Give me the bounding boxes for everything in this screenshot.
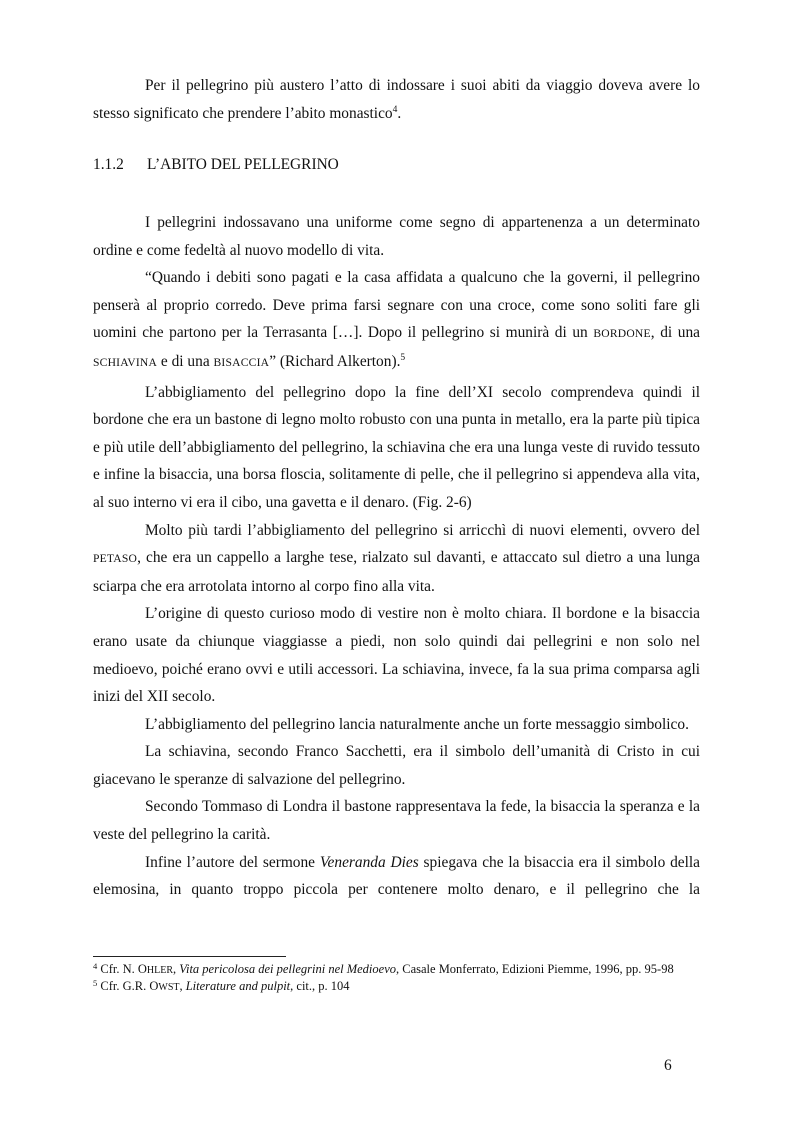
paragraph-5: L’origine di questo curioso modo di vestire non è molto chiara. Il bordone e la bisaccia erano usate da chiunque viaggiasse a piedi, non solo quindi dai pellegrini e non solo nel medioevo, poiché erano ovvi e utili accessori. La schiavina, invece, fa la sua prima comparsa agli inizi del XII secolo. (93, 605, 700, 706)
p4-text-a: Molto più tardi l’abbigliamento del pellegrino si arricchì di nuovi elementi, ovvero del (145, 521, 700, 539)
paragraph-7: La schiavina, secondo Franco Sacchetti, era il simbolo dell’umanità di Cristo in cui giacevano le speranze di salvazione del pellegrino. (93, 743, 700, 788)
footnote-number: 5 (93, 977, 98, 988)
paragraph-9 (93, 849, 700, 904)
footnote-5 (93, 979, 700, 996)
quote-text-b: , di una (650, 324, 700, 342)
section-heading (93, 156, 339, 174)
term-schiavina: SCHIAVINA (93, 355, 158, 369)
footnote-ref-5: 5 (400, 352, 406, 363)
footnote-text: , (173, 962, 180, 976)
section-number: 1.1.2 (93, 156, 124, 173)
footnote-text: , cit., p. 104 (290, 978, 350, 993)
footnote-author-sc: HLER (146, 965, 174, 976)
footnotes (93, 962, 700, 995)
footnote-text: Cfr. G.R. O (97, 978, 159, 993)
intro-paragraph (93, 72, 700, 130)
page-number: 6 (664, 1057, 672, 1074)
quote-text-d: ” (Richard Alkerton). (269, 352, 401, 370)
footnote-text: , (179, 978, 186, 993)
intro-text: Per il pellegrino più austero l’atto di indossare i suoi abiti da viaggio doveva avere lo stesso significato che prendere l’abito monastico (93, 77, 700, 122)
paragraph-1: I pellegrini indossavano una uniforme come segno di appartenenza a un determinato ordine e come fedeltà al nuovo modello di vita. (93, 214, 700, 259)
term-petaso: PETASO (93, 552, 138, 566)
paragraph-3: L’abbigliamento del pellegrino dopo la fine dell’XI secolo comprendeva quindi il bordone che era un bastone di legno molto robusto con una punta in metallo, era la parte più tipica e più utile dell’abbigliamento del pellegrino, la schiavina che era una lunga veste di ruvido tessuto e infine la bisaccia, una borsa floscia, solitamente di pelle, che il pellegrino si appendeva alla vita, al suo interno vi era il cibo, una gavetta e il denaro. (Fig. 2-6) (93, 383, 700, 511)
footnote-text: Cfr. N. O (97, 962, 147, 976)
paragraph-8: Secondo Tommaso di Londra il bastone rappresentava la fede, la bisaccia la speranza e la veste del pellegrino la carità. (93, 798, 700, 844)
footnote-number: 4 (93, 961, 98, 971)
footnote-divider (93, 956, 286, 957)
intro-tail: . (397, 104, 402, 122)
paragraph-6: L’abbigliamento del pellegrino lancia naturalmente anche un forte messaggio simbolico. (145, 715, 689, 733)
sermon-title: Veneranda Dies (319, 853, 419, 871)
paragraph-2-quote (93, 264, 700, 378)
quote-text-a: “Quando i debiti sono pagati e la casa affidata a qualcuno che la governi, il pellegrino penserà al proprio corredo. Deve prima farsi segnare con una croce, come sono soliti fare gli uomini che partono per la Terrasanta […]. Dopo il pellegrino si munirà di un (93, 269, 700, 342)
footnote-book-title: Vita pericolosa dei pellegrini nel Medioevo (179, 962, 396, 976)
footnote-ref-4: 4 (392, 104, 398, 115)
quote-text-c: e di una (157, 352, 214, 370)
footnote-text: , Casale Monferrato, Edizioni Piemme, 1996, pp. 95-98 (396, 962, 674, 976)
footnote-4 (93, 962, 700, 979)
term-bordone: BORDONE (593, 327, 651, 341)
term-bisaccia: BISACCIA (213, 355, 270, 369)
footnote-book-title: Literature and pulpit (185, 978, 291, 993)
p9-text-a: Infine l’autore del sermone (145, 853, 320, 871)
body-text (93, 209, 700, 904)
paragraph-4 (93, 517, 700, 601)
intro-paragraph-block (93, 72, 700, 130)
footnote-author-sc: WST (158, 981, 180, 993)
section-title: L’ABITO DEL PELLEGRINO (147, 156, 339, 173)
p4-text-b: , che era un cappello a larghe tese, rialzato sul davanti, e attaccato sul dietro a una lunga sciarpa che era arrotolata intorno al corpo fino alla vita. (93, 549, 700, 595)
p9-text-b: spiegava che la bisaccia era il simbolo della elemosina, in quanto troppo piccola per contenere molto denaro, e il pellegrino che la (93, 853, 701, 899)
